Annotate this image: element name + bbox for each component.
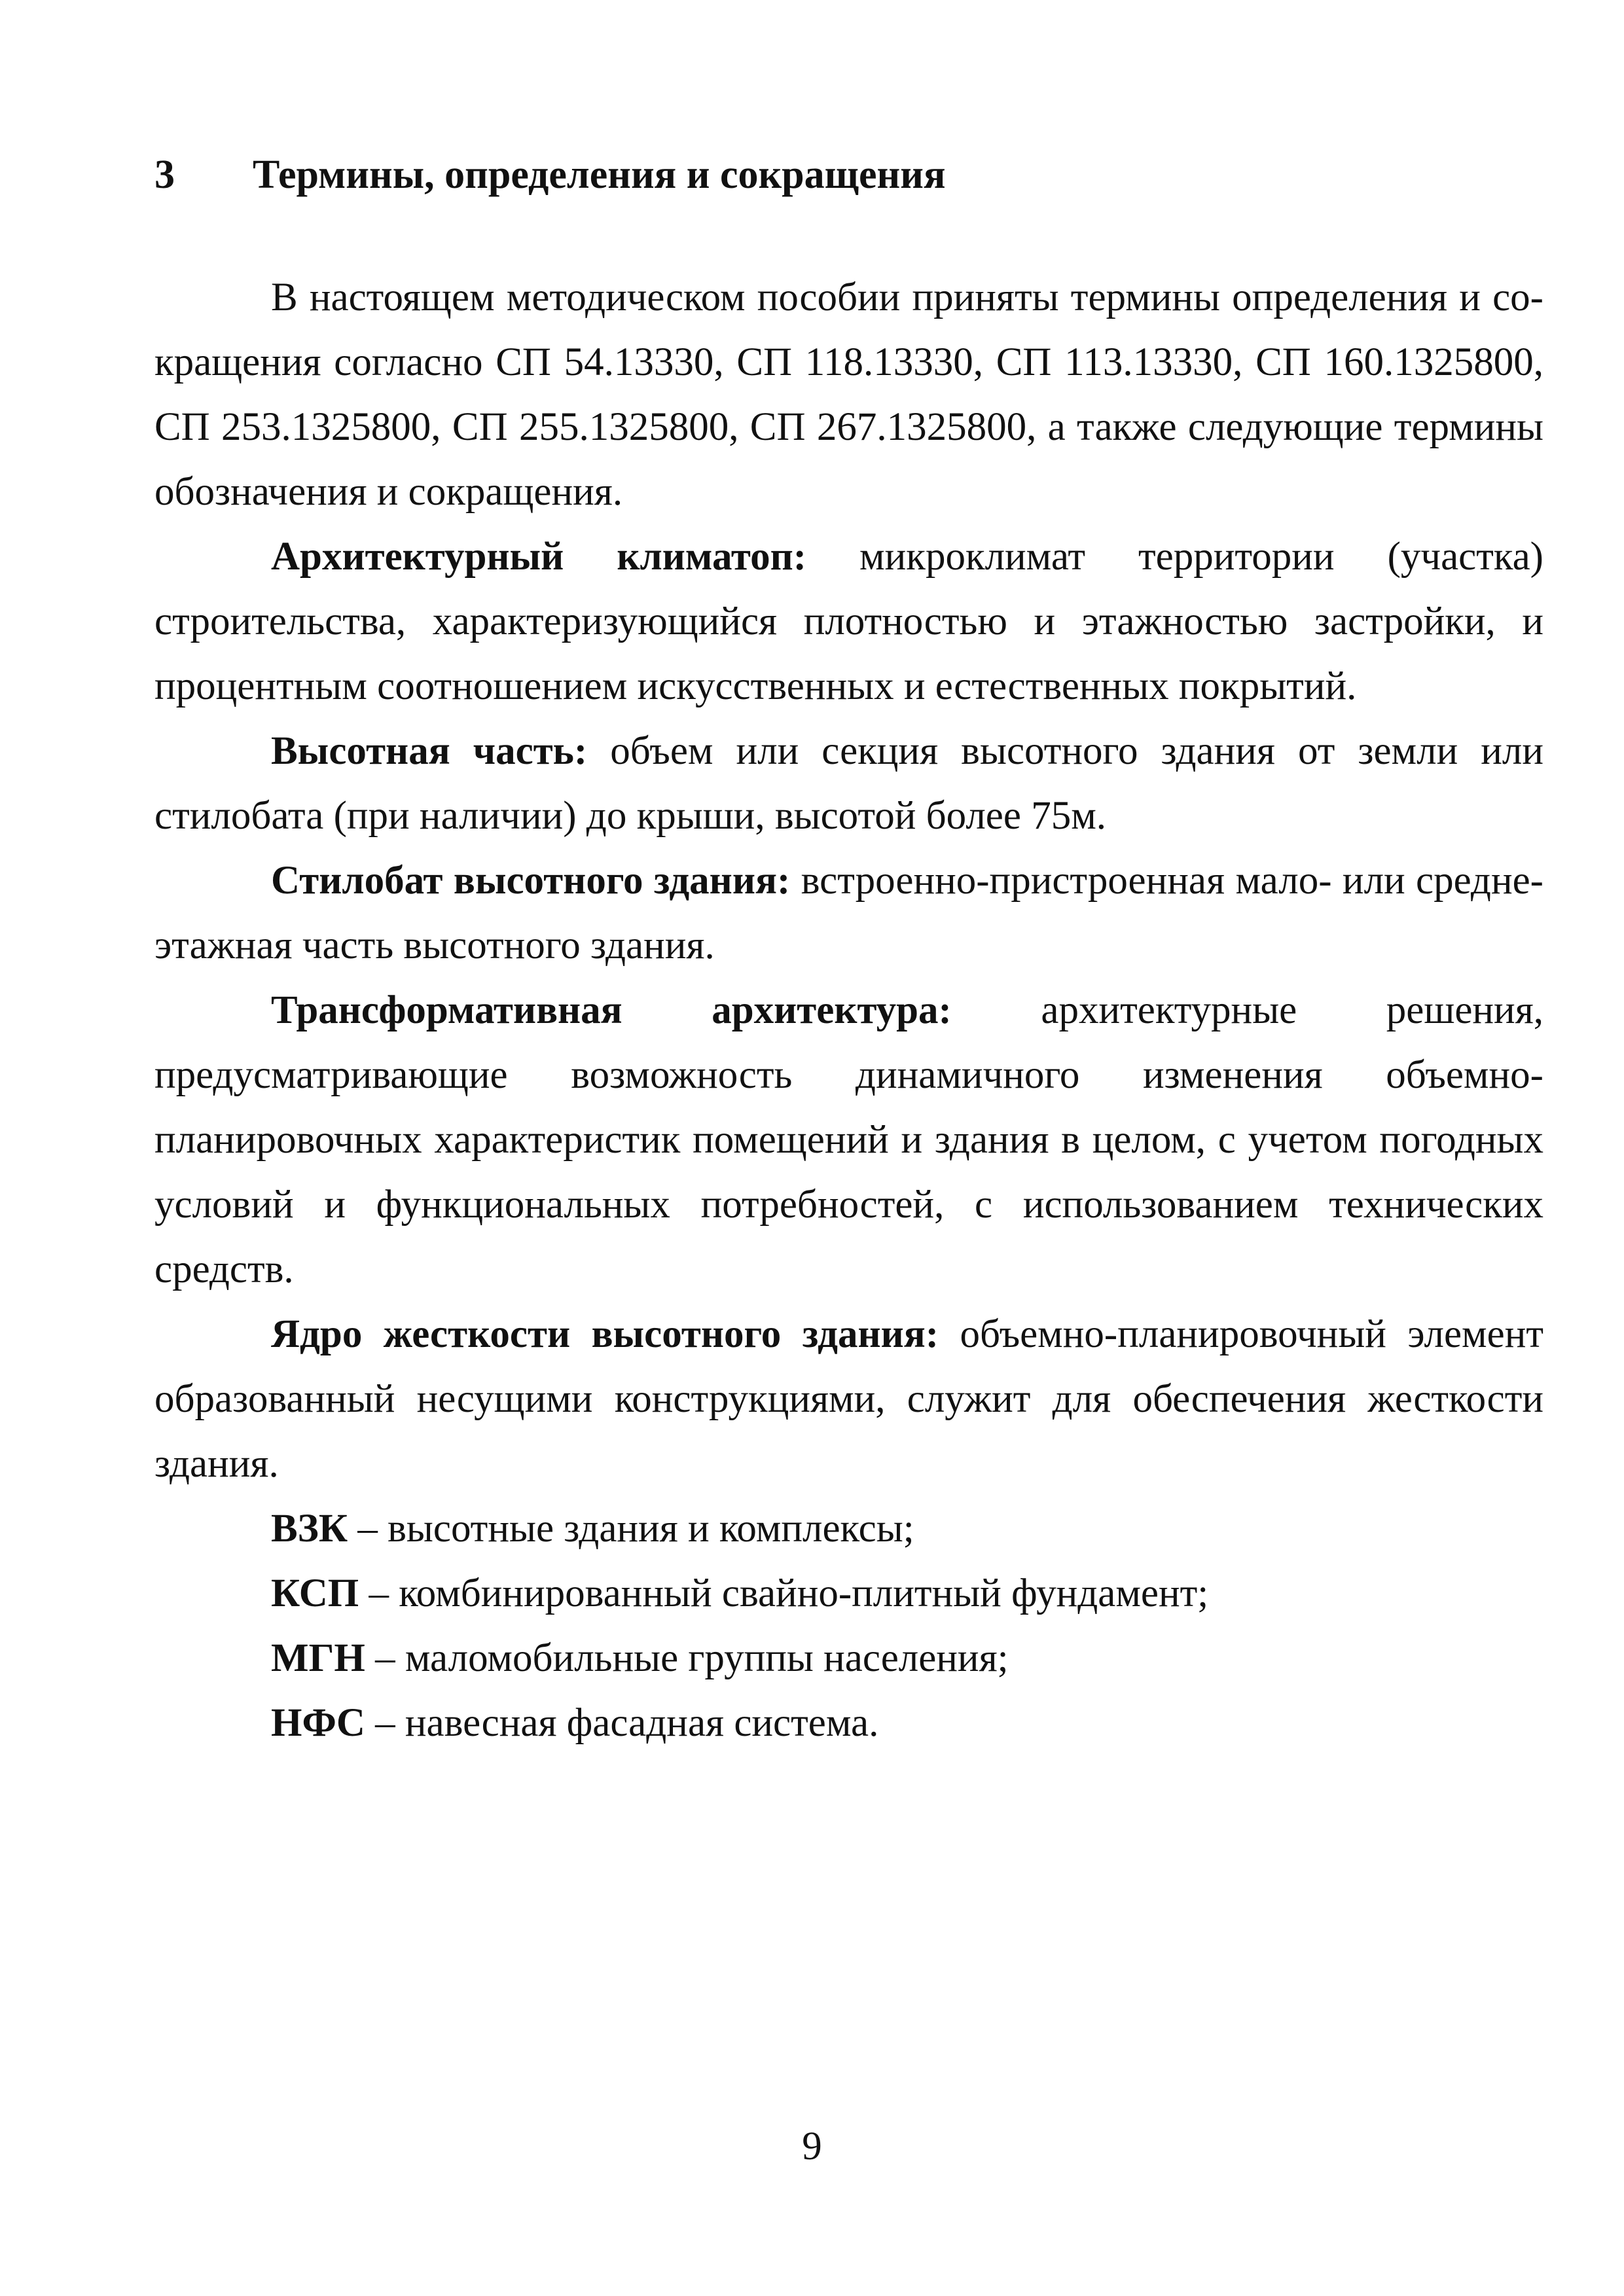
abbreviation-item [154, 1496, 1543, 1561]
term-definition: архитектурные решения, предусматривающие возможность динамичного изменения объемно-планировочных характеристик помещений и здания в целом, с учетом погодных условий и функциональных потребностей, с использованием технических средств. [154, 988, 1544, 1291]
abbreviation-text: – высотные здания и комплексы; [348, 1507, 914, 1551]
body-text [154, 265, 1543, 1755]
term-paragraph [154, 978, 1543, 1302]
abbreviation-text: – навесная фасадная система. [365, 1701, 879, 1745]
term-label: Высотная часть: [271, 729, 588, 773]
section-heading [154, 145, 1529, 204]
term-paragraph [154, 524, 1543, 719]
term-label: Стилобат высотного здания: [271, 859, 791, 903]
term-paragraph [154, 719, 1543, 848]
term-definition: встроенно-пристроенная мало- или среднеэтажная часть высотного здания. [154, 859, 1543, 967]
term-definition: объем или секция высотного здания от земли или стилобата (при наличии) до крыши, высотой более 75м. [154, 729, 1543, 838]
abbreviation-item [154, 1561, 1543, 1626]
abbreviation: НФС [271, 1701, 365, 1745]
term-definition: микроклимат территории (участка) строительства, характеризующийся плотностью и этажностью застройки, и процентным соотношением искусственных и естественных покрытий. [154, 535, 1543, 708]
abbreviation-list [154, 1496, 1543, 1755]
abbreviation-item [154, 1626, 1543, 1691]
section-number: 3 [154, 152, 175, 197]
abbreviation-text: – комбинированный свайно-плитный фундамент; [359, 1571, 1209, 1615]
term-paragraph [154, 848, 1543, 978]
term-paragraph [154, 1302, 1543, 1496]
page-number: 9 [802, 2125, 822, 2168]
abbreviation: КСП [271, 1571, 359, 1615]
abbreviation: МГН [271, 1636, 365, 1680]
abbreviation-text: – маломобильные группы населения; [365, 1636, 1009, 1680]
abbreviation: ВЗК [271, 1507, 348, 1551]
term-label: Трансформативная архитектура: [271, 988, 952, 1032]
term-label: Архитектурный климатоп: [271, 535, 807, 579]
term-definition: объемно-планировочный элемент образованный несущими конструкциями, служит для обеспечения жесткости здания. [154, 1312, 1543, 1486]
intro-paragraph: В настоящем методическом пособии приняты термины определения и сокращения согласно СП 54.13330, СП 118.13330, СП 113.13330, СП 160.1325800, СП 253.1325800, СП 255.1325800, СП 267.1325800, а также следующие термины обозначения и сокращения. [154, 276, 1543, 514]
term-label: Ядро жесткости высотного здания: [271, 1312, 939, 1356]
section-title: Термины, определения и сокращения [253, 152, 946, 197]
abbreviation-item [154, 1691, 1543, 1755]
